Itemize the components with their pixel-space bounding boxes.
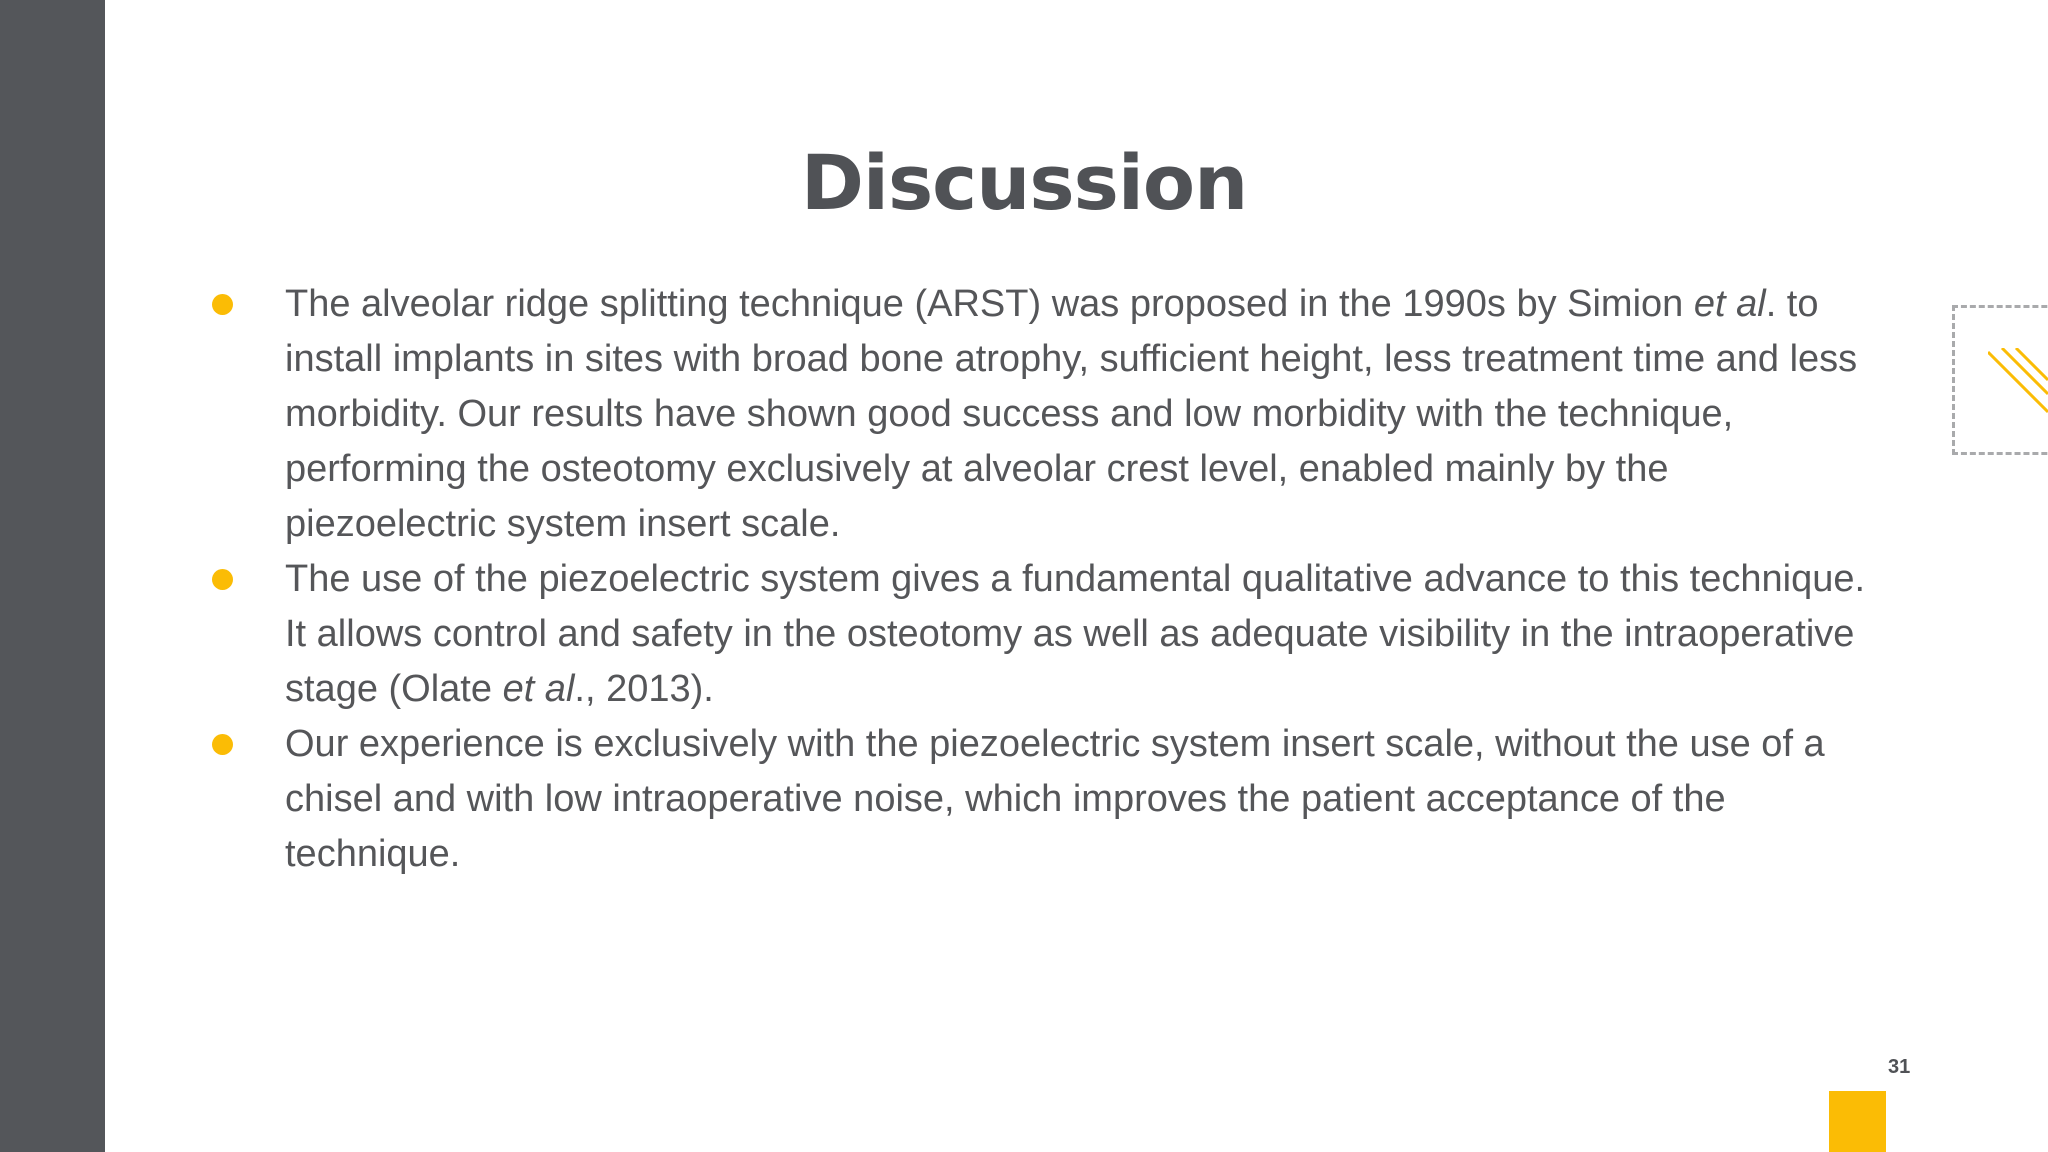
stripes-graphic — [1988, 348, 2048, 418]
bullet-item — [210, 717, 1890, 882]
bullet-text: The alveolar ridge splitting technique (ARST) was proposed in the 1990s by Simion et al. to install implants in sites with broad bone atrophy, sufficient height, less treatment time and less morbidity. Our results have shown good success and low morbidity with the technique, performing the osteotomy exclusively at alveolar crest level, enabled mainly by the piezoelectric system insert scale. — [285, 283, 1858, 545]
bullet-dot-icon — [212, 294, 233, 315]
page-number: 31 — [1888, 1056, 1911, 1078]
corner-accent-square — [1829, 1091, 1886, 1152]
bullet-item — [210, 552, 1890, 717]
decorative-stripes-icon — [1988, 348, 2048, 418]
bullet-dot-icon — [212, 734, 233, 755]
bullet-dot-icon — [212, 569, 233, 590]
bullet-text: Our experience is exclusively with the piezoelectric system insert scale, without the use of a chisel and with low intraoperative noise, which improves the patient acceptance of the technique. — [285, 723, 1825, 875]
slide-title: Discussion — [800, 138, 1248, 227]
bullet-text: The use of the piezoelectric system gives a fundamental qualitative advance to this technique. It allows control and safety in the osteotomy as well as adequate visibility in the intraoperative stage (Olate et al., 2013). — [285, 558, 1866, 710]
bullet-item — [210, 277, 1890, 552]
bullet-list — [210, 277, 1890, 882]
